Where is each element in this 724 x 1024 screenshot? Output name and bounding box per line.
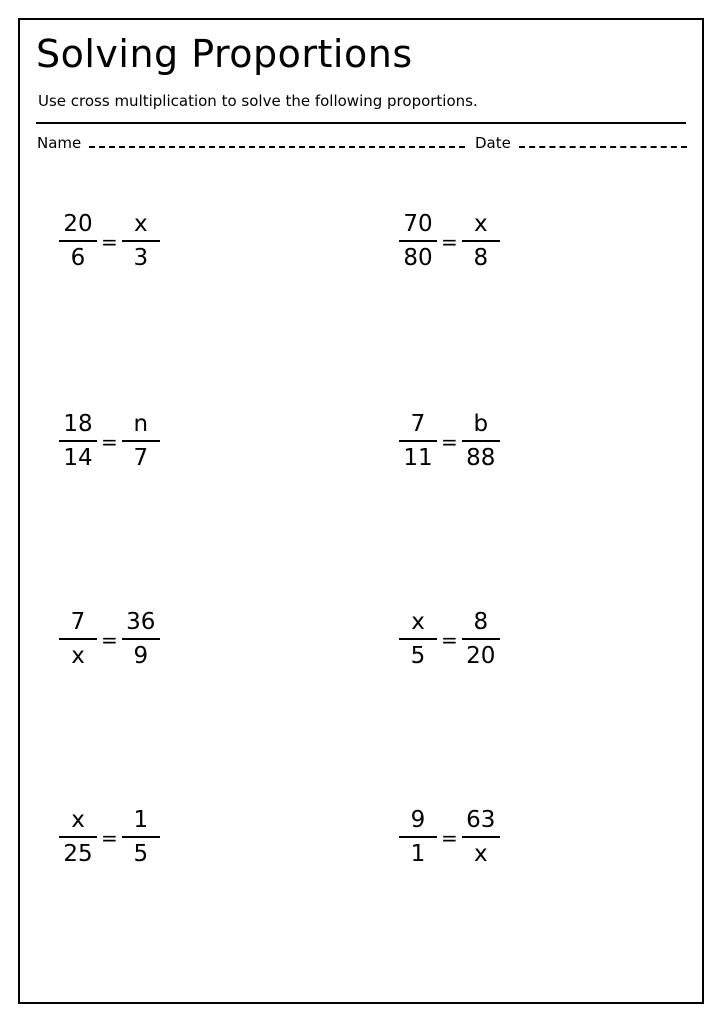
numerator: 70: [403, 211, 433, 237]
left-fraction: [398, 410, 438, 474]
numerator: x: [133, 211, 148, 237]
left-fraction: [58, 210, 98, 274]
denominator: 88: [466, 445, 496, 471]
equals-sign: =: [101, 230, 118, 254]
numerator: 18: [63, 411, 93, 437]
numerator: 63: [466, 807, 496, 833]
numerator: 20: [63, 211, 93, 237]
denominator: 14: [63, 445, 93, 471]
denominator: 7: [133, 445, 149, 471]
right-fraction: [461, 608, 501, 672]
numerator: x: [411, 609, 425, 635]
proportion-problem-2: [398, 210, 501, 274]
proportion-problem-1: [58, 210, 161, 274]
left-fraction: [398, 608, 438, 672]
denominator: 1: [410, 841, 426, 867]
name-blank-line[interactable]: [89, 138, 465, 148]
header-divider: [36, 122, 686, 124]
numerator: 7: [410, 411, 426, 437]
proportion-problem-5: [58, 608, 161, 672]
equals-sign: =: [441, 230, 458, 254]
date-field[interactable]: [475, 134, 687, 152]
right-fraction: [461, 806, 501, 870]
denominator: 6: [70, 245, 86, 271]
denominator: 5: [410, 643, 426, 669]
right-fraction: [461, 410, 501, 474]
denominator: 80: [403, 245, 433, 271]
instructions: Use cross multiplication to solve the following proportions.: [38, 92, 478, 110]
left-fraction: [398, 210, 438, 274]
left-fraction: [398, 806, 438, 870]
proportion-problem-8: [398, 806, 501, 870]
proportion-problem-6: [398, 608, 501, 672]
numerator: 36: [126, 609, 156, 635]
numerator: n: [133, 411, 149, 437]
numerator: 1: [133, 807, 149, 833]
denominator: 25: [63, 841, 93, 867]
denominator: 8: [473, 245, 489, 271]
left-fraction: [58, 806, 98, 870]
right-fraction: [121, 210, 161, 274]
date-label: Date: [475, 134, 511, 152]
right-fraction: [461, 210, 501, 274]
equals-sign: =: [101, 628, 118, 652]
proportion-problem-4: [398, 410, 501, 474]
equals-sign: =: [441, 826, 458, 850]
proportion-problem-3: [58, 410, 161, 474]
denominator: 9: [133, 643, 149, 669]
date-blank-line[interactable]: [519, 138, 687, 148]
equals-sign: =: [441, 430, 458, 454]
denominator: 5: [133, 841, 149, 867]
denominator: x: [473, 841, 488, 867]
denominator: 20: [466, 643, 496, 669]
numerator: x: [71, 807, 85, 833]
numerator: x: [473, 211, 488, 237]
name-label: Name: [37, 134, 82, 152]
numerator: 8: [473, 609, 489, 635]
right-fraction: [121, 410, 161, 474]
numerator: b: [473, 411, 489, 437]
right-fraction: [121, 608, 161, 672]
left-fraction: [58, 410, 98, 474]
equals-sign: =: [441, 628, 458, 652]
page-title: Solving Proportions: [36, 32, 413, 76]
numerator: 7: [70, 609, 86, 635]
name-field[interactable]: [37, 134, 465, 152]
denominator: 3: [133, 245, 149, 271]
equals-sign: =: [101, 430, 118, 454]
numerator: 9: [410, 807, 426, 833]
proportion-problem-7: [58, 806, 161, 870]
right-fraction: [121, 806, 161, 870]
denominator: x: [71, 643, 85, 669]
left-fraction: [58, 608, 98, 672]
denominator: 11: [403, 445, 433, 471]
equals-sign: =: [101, 826, 118, 850]
